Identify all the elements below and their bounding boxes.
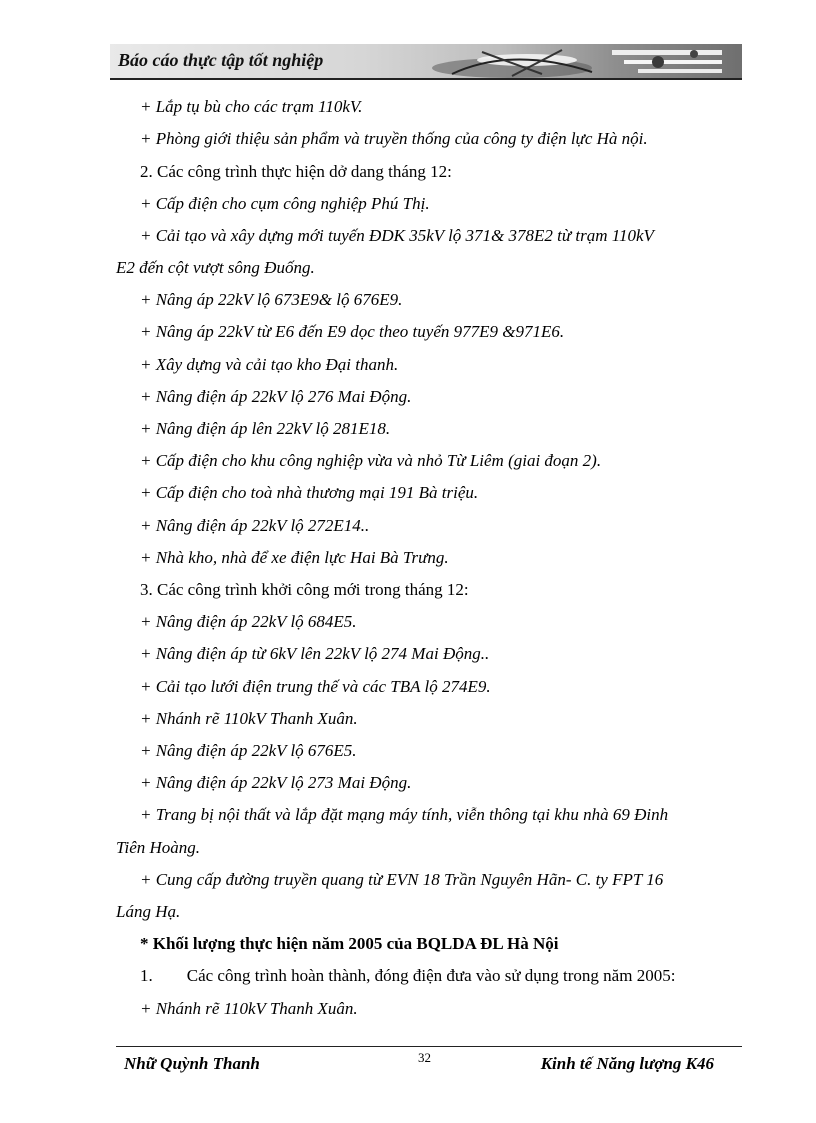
text-line: + Nâng điện áp 22kV lộ 276 Mai Động. <box>140 387 412 406</box>
page-number: 32 <box>418 1050 431 1065</box>
text-line: + Nhánh rẽ 110kV Thanh Xuân. <box>140 709 358 728</box>
text-line: + Nâng điện áp lên 22kV lộ 281E18. <box>140 419 391 438</box>
text-line: Láng Hạ. <box>116 902 181 921</box>
text-line: + Nâng điện áp 22kV lộ 273 Mai Động. <box>140 773 412 792</box>
text-line: + Phòng giới thiệu sản phẩm và truyền thống của công ty điện lực Hà nội. <box>140 129 648 148</box>
numbered-item: 1. Các công trình hoàn thành, đóng điện đưa vào sử dụng trong năm 2005: <box>140 966 676 985</box>
text-line: + Cấp điện cho khu công nghiệp vừa và nhỏ Từ Liêm (giai đoạn 2). <box>140 451 602 470</box>
footer-divider <box>116 1046 742 1047</box>
text-line: + Cấp điện cho toà nhà thương mại 191 Bà triệu. <box>140 483 479 502</box>
text-line: + Nâng điện áp từ 6kV lên 22kV lộ 274 Mai Động.. <box>140 644 490 663</box>
text-line: + Nâng điện áp 22kV lộ 684E5. <box>140 612 357 631</box>
section-heading: 3. Các công trình khởi công mới trong tháng 12: <box>140 580 469 599</box>
text-line: + Cung cấp đường truyền quang từ EVN 18 Trần Nguyên Hãn- C. ty FPT 16 <box>140 870 664 889</box>
text-line: + Lắp tụ bù cho các trạm 110kV. <box>140 97 363 116</box>
footer-author: Nhữ Quỳnh Thanh <box>124 1054 260 1073</box>
text-line: E2 đến cột vượt sông Đuống. <box>116 258 315 277</box>
header-title: Báo cáo thực tập tốt nghiệp <box>118 50 324 70</box>
section-heading: 2. Các công trình thực hiện dở dang tháng 12: <box>140 162 452 181</box>
text-line: + Cấp điện cho cụm công nghiệp Phú Thị. <box>140 194 430 213</box>
page-header <box>110 44 742 80</box>
header-ornament-icon <box>362 44 742 78</box>
text-line: + Nâng áp 22kV từ E6 đến E9 dọc theo tuyến 977E9 &971E6. <box>140 322 565 341</box>
text-line: + Nhà kho, nhà để xe điện lực Hai Bà Trưng. <box>140 548 449 567</box>
text-line: Tiên Hoàng. <box>116 838 201 857</box>
text-line: + Cải tạo và xây dựng mới tuyến ĐDK 35kV lộ 371& 378E2 từ trạm 110kV <box>140 226 654 245</box>
section-heading: * Khối lượng thực hiện năm 2005 của BQLDA ĐL Hà Nội <box>140 934 559 953</box>
text-line: + Cải tạo lưới điện trung thế và các TBA lộ 274E9. <box>140 677 491 696</box>
text-line: + Trang bị nội thất và lắp đặt mạng máy tính, viễn thông tại khu nhà 69 Đinh <box>140 805 669 824</box>
text-line: + Nhánh rẽ 110kV Thanh Xuân. <box>140 999 358 1018</box>
footer-department: Kinh tế Năng lượng K46 <box>540 1054 714 1073</box>
text-line: + Nâng điện áp 22kV lộ 676E5. <box>140 741 357 760</box>
text-line: + Nâng điện áp 22kV lộ 272E14.. <box>140 516 370 535</box>
text-line: + Nâng áp 22kV lộ 673E9& lộ 676E9. <box>140 290 403 309</box>
text-line: + Xây dựng và cải tạo kho Đại thanh. <box>140 355 399 374</box>
